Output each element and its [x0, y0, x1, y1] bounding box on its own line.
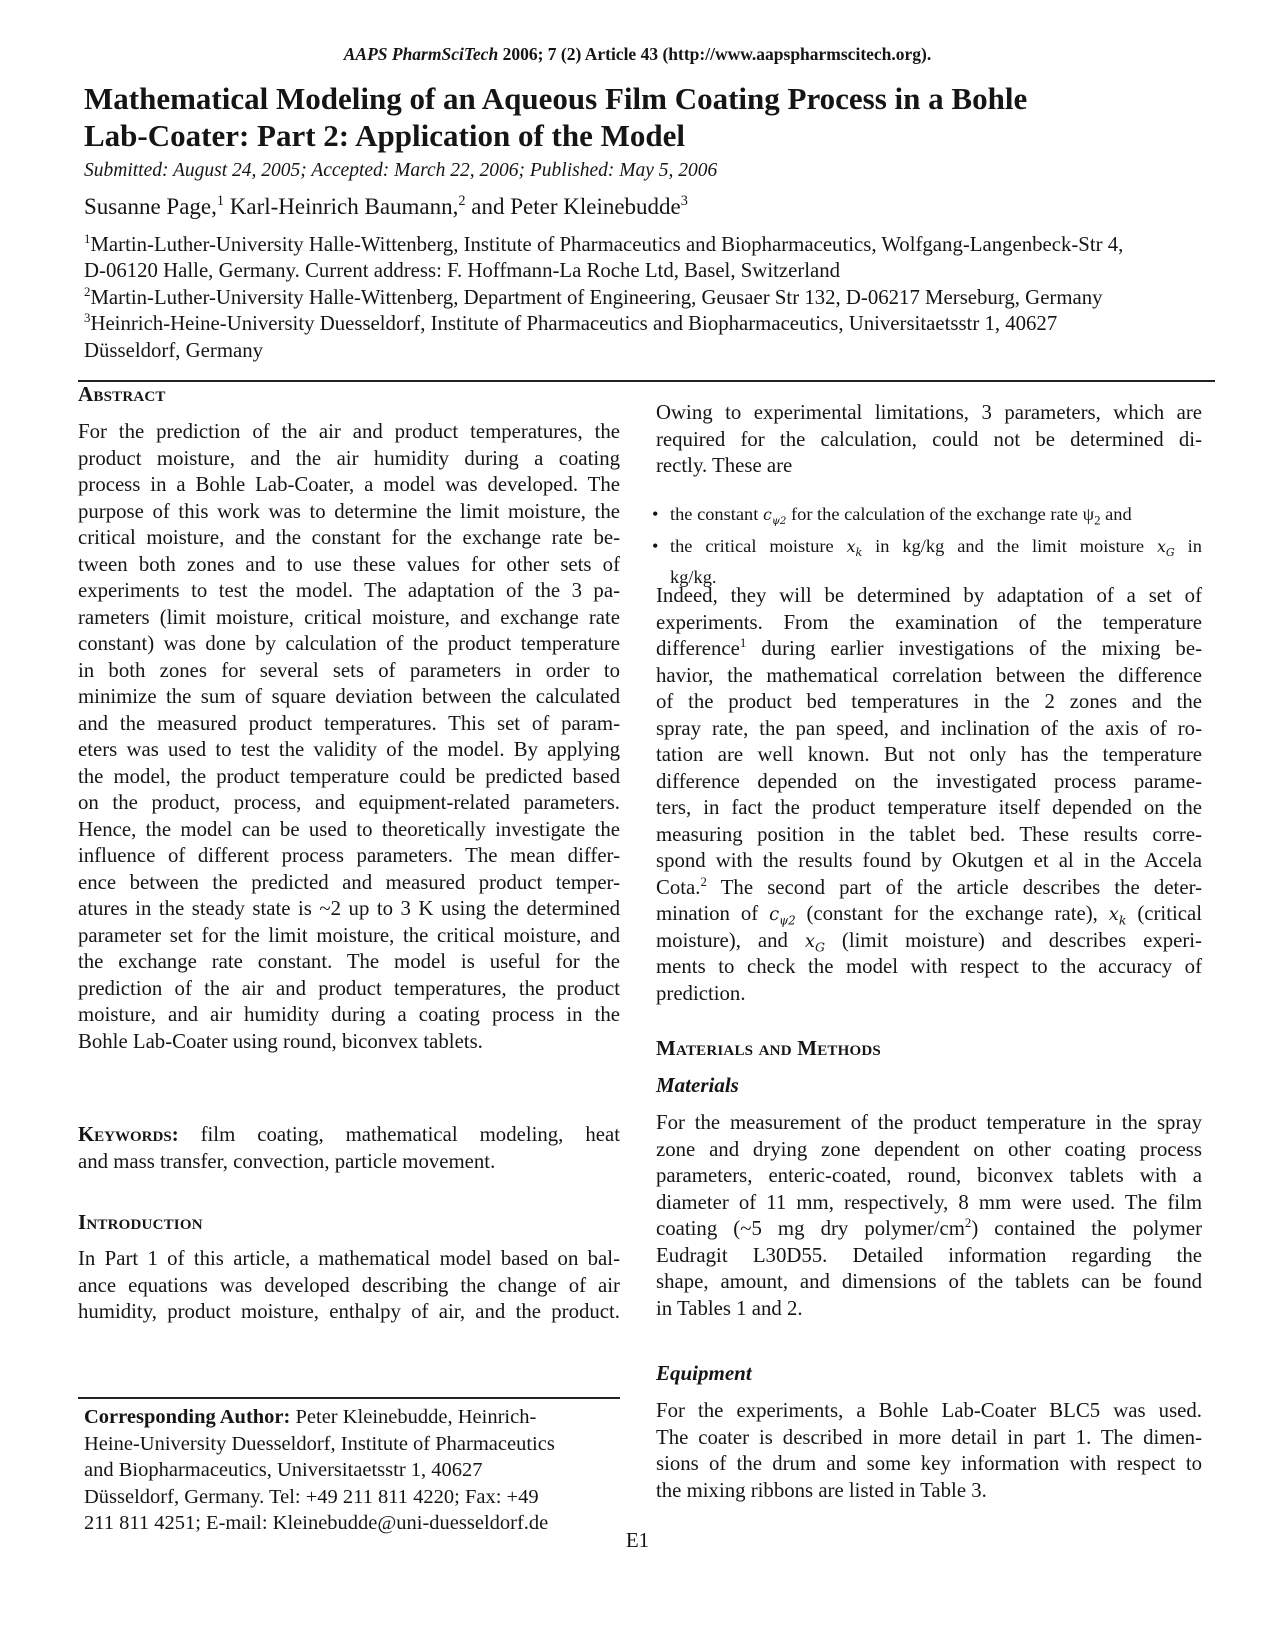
- title-line: Lab-Coater: Part 2: Application of the Model: [84, 118, 685, 153]
- bullet-text: and: [1100, 504, 1132, 524]
- page-number: E1: [625, 1528, 650, 1552]
- math-xg: [804, 930, 825, 955]
- submission-dates: Submitted: August 24, 2005; Accepted: March 22, 2006; Published: May 5, 2006: [84, 160, 718, 181]
- abstract-line: purpose of this work was to determine the limit moisture, the: [78, 499, 620, 523]
- math-c: [762, 505, 787, 528]
- bullet-line: [670, 502, 1202, 534]
- right-line: The coater is described in more detail in part 1. The dimen-: [656, 1425, 1202, 1449]
- right-line: parameters, enteric-coated, round, biconvex tablets with a: [656, 1164, 1202, 1187]
- materials-methods-heading: Materials and Methods: [656, 1036, 881, 1060]
- abstract-line: influence of different process parameters. The mean differ-: [78, 844, 620, 867]
- text-run: Cota.: [656, 875, 701, 899]
- math-var: x: [804, 930, 815, 952]
- abstract-line: experiments to test the model. The adaptation of the 3 pa-: [78, 579, 620, 602]
- corr-line: Düsseldorf, Germany. Tel: +49 211 811 4220; Fax: +49: [84, 1485, 539, 1508]
- author-affil-mark: 2: [458, 193, 466, 210]
- abstract-line: process in a Bohle Lab-Coater, a model was developed. The: [78, 473, 620, 496]
- intro-line: humidity, product moisture, enthalpy of air, and the product.: [78, 1300, 620, 1323]
- right-line: Indeed, they will be determined by adaptation of a set of: [656, 584, 1202, 607]
- author-list: [84, 194, 688, 220]
- abstract-line: minimize the sum of square deviation between the calculated: [78, 685, 620, 708]
- right-line: in Tables 1 and 2.: [656, 1296, 803, 1320]
- materials-subheading: Materials: [656, 1073, 739, 1097]
- abstract-line: critical moisture, and the constant for the exchange rate be-: [78, 526, 620, 549]
- bullet-item: [650, 502, 1202, 534]
- text-run: moisture), and: [656, 928, 805, 952]
- introduction-body: [78, 1246, 620, 1326]
- equipment-subheading: Equipment: [656, 1361, 752, 1385]
- abstract-line: Bohle Lab-Coater using round, biconvex tablets.: [78, 1029, 483, 1053]
- keywords-label: Keywords:: [78, 1123, 179, 1146]
- right-line: rectly. These are: [656, 454, 793, 477]
- bullet-text: for the calculation of the exchange rate: [786, 504, 1083, 524]
- text-run: coating (~5 mg dry polymer/cm: [656, 1217, 965, 1240]
- abstract-line: ence between the predicted and measured product temper-: [78, 870, 620, 894]
- right-line: spray rate, the pan speed, and inclination of the axis of ro-: [656, 716, 1202, 740]
- bullet-marker: •: [652, 504, 659, 524]
- introduction-heading: Introduction: [78, 1210, 203, 1234]
- right-line: [656, 875, 1202, 902]
- right-line: difference depended on the investigated process parame-: [656, 769, 1202, 793]
- text-run: mination of: [656, 902, 770, 925]
- right-line: diameter of 11 mm, respectively, 8 mm were used. The film: [656, 1190, 1202, 1214]
- header-divider: [78, 380, 1215, 382]
- math-sub: 2: [1094, 513, 1101, 528]
- keywords-text: film coating, mathematical modeling, heat: [178, 1123, 620, 1146]
- right-line: For the measurement of the product temperature in the spray: [656, 1111, 1202, 1134]
- journal-header: [0, 44, 1275, 65]
- bullet-text: the critical moisture: [670, 536, 847, 557]
- abstract-line: product moisture, and the air humidity during a coating: [78, 446, 620, 470]
- math-sub: G: [1165, 546, 1175, 560]
- superscript: 2: [964, 1216, 972, 1231]
- bullet-text: the constant: [670, 504, 763, 524]
- text-run: The second part of the article describes the deter-: [706, 875, 1202, 899]
- math-c: [769, 904, 796, 928]
- equipment-body: [656, 1398, 1202, 1504]
- author-affil-mark: 3: [680, 193, 688, 210]
- abstract-line: tween both zones and to use these values for other sets of: [78, 552, 620, 576]
- intro-line: In Part 1 of this article, a mathematical model based on bal-: [78, 1247, 620, 1270]
- math-psi: ψ: [1082, 504, 1095, 524]
- bullet-text: in: [1174, 536, 1202, 557]
- bullet-line: [670, 534, 1202, 565]
- keywords-line: [78, 1122, 620, 1149]
- math-sub: G: [814, 939, 825, 955]
- parameter-bullets: [650, 502, 1202, 590]
- corr-line: 211 811 4251; E-mail: Kleinebudde@uni-duesseldorf.de: [84, 1512, 549, 1534]
- ref-mark: 1: [739, 636, 747, 651]
- text-run: (critical: [1126, 902, 1202, 925]
- abstract-line: For the prediction of the air and product temperatures, the: [78, 420, 620, 443]
- right-line: ments to check the model with respect to the accuracy of: [656, 955, 1202, 978]
- right-line: tation are well known. But not only has the temperature: [656, 743, 1202, 766]
- right-line: sions of the drum and some key information with respect to: [656, 1452, 1202, 1475]
- bullet-item: [650, 534, 1202, 590]
- affil-mark: 1: [84, 232, 91, 247]
- right-line: ters, in fact the product temperature itself depended on the: [656, 796, 1202, 819]
- affiliation-line: D-06120 Halle, Germany. Current address: F. Hoffmann-La Roche Ltd, Basel, Switzerland: [84, 259, 841, 283]
- affiliation-line: [84, 311, 1123, 337]
- keywords: [78, 1122, 620, 1175]
- math-xg: [1157, 537, 1175, 560]
- abstract-line: parameter set for the limit moisture, the critical moisture, and: [78, 923, 620, 947]
- math-var: c: [769, 904, 780, 925]
- right-line: [656, 636, 1202, 663]
- corr-line: [84, 1404, 614, 1431]
- math-var: c: [762, 505, 772, 524]
- abstract-body: [78, 419, 620, 1055]
- right-line: spond with the results found by Okutgen et al in the Accela: [656, 849, 1202, 872]
- abstract-line: the model, the product temperature could be predicted based: [78, 764, 620, 788]
- abstract-line: constant) was done by calculation of the product temperature: [78, 632, 620, 655]
- math-var: x: [846, 537, 856, 557]
- right-line: shape, amount, and dimensions of the tablets can be found: [656, 1270, 1202, 1293]
- right-line: experiments. From the examination of the temperature: [656, 610, 1202, 634]
- affil-text: Martin-Luther-University Halle-Wittenberg, Department of Engineering, Geusaer Str 132, D-06217 Merseburg, Germany: [90, 285, 1103, 309]
- math-xk: [1108, 904, 1127, 928]
- right-line: [656, 901, 1202, 928]
- bullet-line: kg/kg.: [670, 567, 717, 588]
- materials-body: [656, 1110, 1202, 1322]
- right-line: Owing to experimental limitations, 3 parameters, which are: [656, 401, 1202, 424]
- journal-name: AAPS PharmSciTech: [343, 44, 499, 64]
- text-run: (constant for the exchange rate),: [795, 902, 1109, 925]
- right-line: Eudragit L30D55. Detailed information regarding the: [656, 1243, 1202, 1267]
- affiliations: [84, 232, 1123, 364]
- math-sub: k: [1118, 912, 1127, 928]
- affiliation-line: [84, 285, 1123, 311]
- abstract-line: moisture, and air humidity during a coating process in the: [78, 1003, 620, 1026]
- math-var: x: [1108, 904, 1119, 925]
- abstract-line: the exchange rate constant. The model is useful for the: [78, 950, 620, 973]
- corr-label: Corresponding Author:: [84, 1406, 291, 1428]
- text-run: during earlier investigations of the mixing be-: [746, 637, 1202, 660]
- right-line: [656, 928, 1202, 955]
- math-var: x: [1157, 537, 1166, 557]
- title-line: Mathematical Modeling of an Aqueous Film Coating Process in a Bohle: [84, 81, 1028, 116]
- right-line: zone and drying zone dependent on other coating process: [656, 1137, 1202, 1161]
- text-run: difference: [656, 637, 740, 660]
- abstract-heading: Abstract: [78, 382, 166, 406]
- abstract-line: and the measured product temperatures. This set of param-: [78, 711, 620, 735]
- math-sub: ψ2: [771, 515, 787, 528]
- affil-mark: 3: [84, 311, 91, 326]
- abstract-line: prediction of the air and product temperatures, the product: [78, 976, 620, 1000]
- text-run: (limit moisture) and describes experi-: [824, 928, 1202, 952]
- abstract-line: eters was used to test the validity of the model. By applying: [78, 738, 620, 761]
- right-line: of the product bed temperatures in the 2 zones and the: [656, 690, 1202, 713]
- right-line: measuring position in the tablet bed. These results corre-: [656, 822, 1202, 846]
- right-line: For the experiments, a Bohle Lab-Coater BLC5 was used.: [656, 1399, 1202, 1422]
- author-name: Susanne Page,: [84, 194, 217, 219]
- affiliation-line: Düsseldorf, Germany: [84, 338, 264, 362]
- abstract-line: atures in the steady state is ~2 up to 3 K using the determined: [78, 897, 620, 920]
- right-intro: [656, 400, 1202, 480]
- corr-line: and Biopharmaceutics, Universitaetsstr 1, 40627: [84, 1459, 483, 1481]
- abstract-line: on the product, process, and equipment-related parameters.: [78, 791, 620, 814]
- ref-mark: 2: [700, 874, 707, 889]
- author-name: Karl-Heinrich Baumann,: [224, 194, 459, 219]
- text-run: ) contained the polymer: [971, 1217, 1203, 1240]
- bullet-marker: •: [652, 536, 659, 557]
- right-line: havior, the mathematical correlation between the difference: [656, 663, 1202, 687]
- abstract-line: in both zones for several sets of parameters in order to: [78, 658, 620, 682]
- corr-line: Heine-University Duesseldorf, Institute of Pharmaceutics: [84, 1432, 555, 1455]
- journal-citation: 2006; 7 (2) Article 43 (http://www.aapspharmscitech.org).: [498, 44, 932, 64]
- right-line: required for the calculation, could not be determined di-: [656, 427, 1202, 451]
- right-paragraph-2: [656, 583, 1202, 1007]
- affiliation-line: [84, 232, 1123, 258]
- author-name: and Peter Kleinebudde: [465, 194, 681, 219]
- right-line: [656, 1216, 1202, 1243]
- abstract-line: Hence, the model can be used to theoretically investigate the: [78, 817, 620, 841]
- corresponding-author: [84, 1404, 614, 1537]
- abstract-line: rameters (limit moisture, critical moisture, and exchange rate: [78, 605, 620, 629]
- math-xk: [846, 537, 863, 560]
- math-sub: ψ2: [779, 913, 796, 928]
- affil-text: Martin-Luther-University Halle-Wittenberg, Institute of Pharmaceutics and Biopharmaceutics, Wolfgang-Langenbeck-Str 4,: [90, 233, 1124, 256]
- author-affil-mark: 1: [216, 193, 224, 210]
- article-title: [84, 80, 1214, 154]
- intro-line: ance equations was developed describing the change of air: [78, 1273, 620, 1297]
- affil-text: Heinrich-Heine-University Duesseldorf, Institute of Pharmaceutics and Biopharmaceutics, Universitaetsstr 1, 40627: [90, 312, 1058, 336]
- corr-text: Peter Kleinebudde, Heinrich-: [290, 1406, 537, 1428]
- footnote-divider: [78, 1397, 620, 1399]
- bullet-text: in kg/kg and the limit moisture: [862, 536, 1157, 557]
- keywords-line: and mass transfer, convection, particle movement.: [78, 1149, 496, 1173]
- right-line: the mixing ribbons are listed in Table 3.: [656, 1478, 987, 1502]
- math-sub: k: [855, 546, 863, 560]
- right-line: prediction.: [656, 981, 746, 1005]
- affil-mark: 2: [84, 284, 91, 299]
